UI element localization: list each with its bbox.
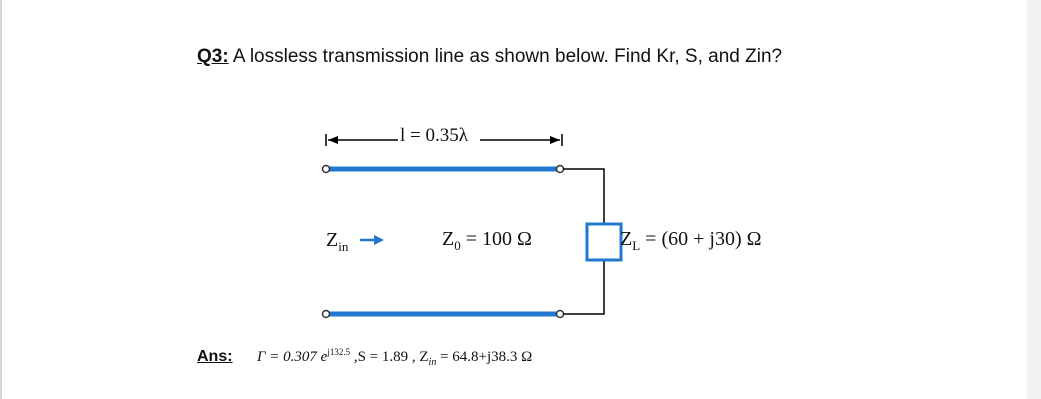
zl-subscript: L xyxy=(632,238,641,253)
z0-label xyxy=(442,228,532,254)
input-terminal-bottom xyxy=(323,311,330,318)
zl-value: = (60 + j30) Ω xyxy=(640,228,762,250)
answer-label: Ans: xyxy=(197,348,233,365)
answer-expression xyxy=(257,347,532,368)
zin-arrow-icon xyxy=(374,235,384,245)
length-label: l = 0.35λ xyxy=(400,125,468,146)
load-terminal-top xyxy=(557,166,564,173)
answer-gamma-exponent: j132.5 xyxy=(327,347,351,357)
load-wire-bottom xyxy=(563,260,604,314)
z0-subscript: 0 xyxy=(454,238,461,253)
answer-swr: ,S = 1.89 , Z xyxy=(350,349,429,365)
load-impedance-box xyxy=(587,224,621,260)
question-body: A lossless transmission line as shown below. Find Kr, S, and Zin? xyxy=(228,46,783,67)
zl-main: Z xyxy=(620,228,633,250)
question-label: Q3: xyxy=(197,46,229,67)
answer-gamma: Γ = 0.307 e xyxy=(257,349,328,365)
zin-main: Z xyxy=(326,229,339,251)
input-terminal-top xyxy=(323,166,330,173)
length-arrowhead-right xyxy=(550,136,560,144)
answer-zin-subscript: in xyxy=(428,357,437,368)
z0-main: Z xyxy=(442,228,455,250)
load-wire-top xyxy=(563,169,604,224)
zl-label xyxy=(620,228,761,254)
zin-label xyxy=(326,229,348,255)
answer-zin-value: = 64.8+j38.3 Ω xyxy=(436,349,533,365)
z0-value: = 100 Ω xyxy=(460,228,532,250)
zin-subscript: in xyxy=(338,239,349,254)
length-arrowhead-left xyxy=(328,136,338,144)
load-terminal-bottom xyxy=(557,311,564,318)
